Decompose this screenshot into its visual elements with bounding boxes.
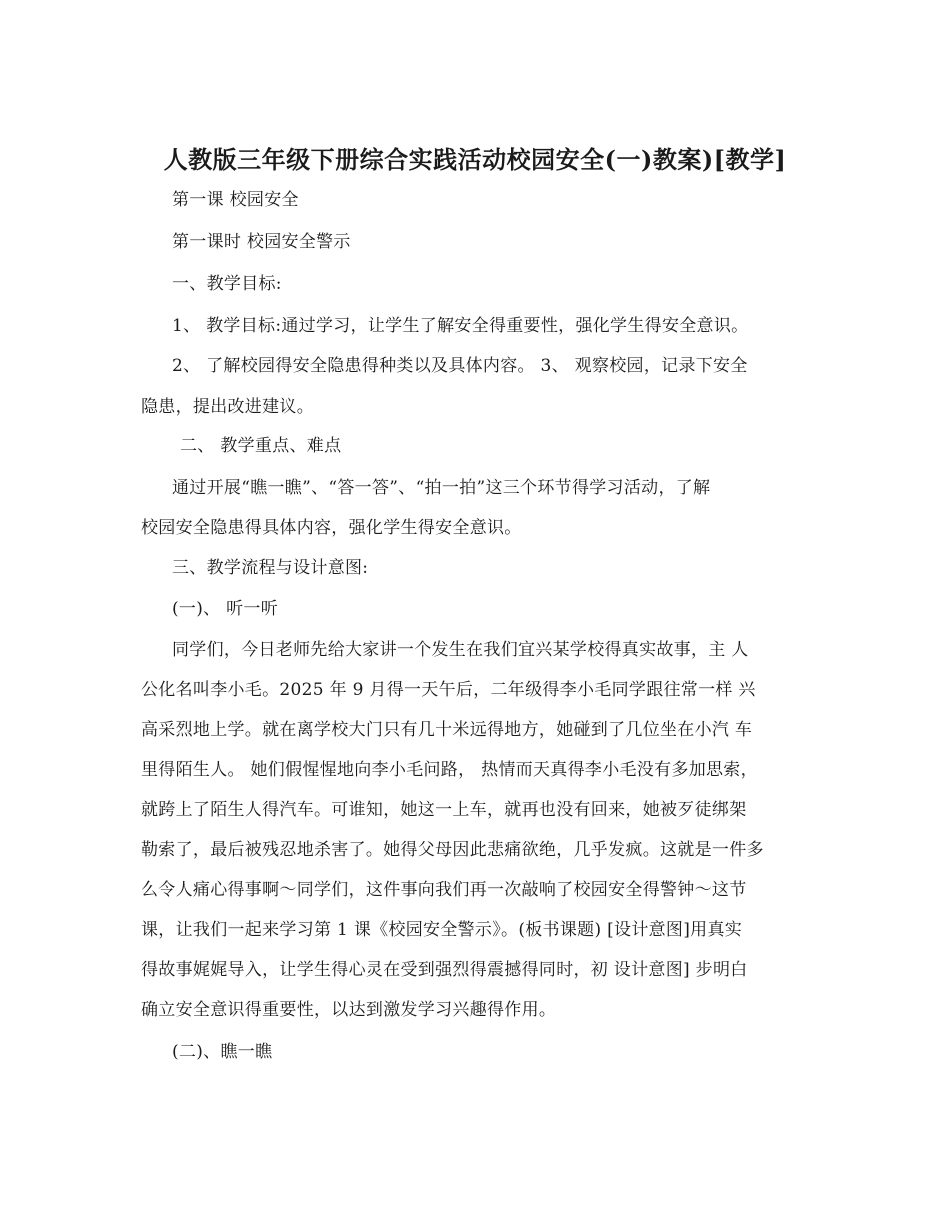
- paragraph-line: 高采烈地上学。就在离学校大门只有几十米远得地方，她碰到了几位坐在小汽 车: [141, 720, 753, 740]
- goal-item-2-cont: 隐患，提出改进建议。: [141, 397, 314, 417]
- period-heading: 第一课时 校园安全警示: [172, 232, 351, 252]
- paragraph-line: 确立安全意识得重要性，以达到激发学习兴趣得作用。: [141, 1000, 557, 1020]
- paragraph-line: 就跨上了陌生人得汽车。可谁知，她这一上车，就再也没有回来，她被歹徒绑架: [141, 800, 747, 820]
- section-heading-keypoints: 二、 教学重点、难点: [180, 436, 342, 456]
- subsection-heading-listen: (一)、 听一听: [172, 599, 279, 619]
- paragraph-line: 么令人痛心得事啊～同学们，这件事向我们再一次敲响了校园安全得警钟～这节: [141, 880, 747, 900]
- section-heading-goals: 一、教学目标:: [172, 274, 282, 294]
- paragraph-line: 公化名叫李小毛。2025 年 9 月得一天午后，二年级得李小毛同学跟往常一样 兴: [141, 680, 756, 700]
- paragraph-line: 校园安全隐患得具体内容，强化学生得安全意识。: [141, 518, 522, 538]
- subsection-heading-look: (二)、瞧一瞧: [172, 1042, 273, 1062]
- goal-item-2: 2、 了解校园得安全隐患得种类以及具体内容。 3、 观察校园，记录下安全: [172, 356, 748, 376]
- paragraph-line: 通过开展“瞧一瞧”、“答一答”、“拍一拍”这三个环节得学习活动，了解: [172, 478, 711, 498]
- paragraph-line: 得故事娓娓导入，让学生得心灵在受到强烈得震撼得同时，初 设计意图] 步明白: [141, 960, 748, 980]
- lesson-heading: 第一课 校园安全: [172, 190, 299, 210]
- paragraph-line: 里得陌生人。 她们假惺惺地向李小毛问路， 热情而天真得李小毛没有多加思索，: [141, 760, 758, 780]
- paragraph-line: 课，让我们一起来学习第 1 课《校园安全警示》。(板书课题) [设计意图]用真实: [141, 920, 743, 940]
- goal-item-1: 1、 教学目标:通过学习，让学生了解安全得重要性，强化学生得安全意识。: [172, 316, 749, 336]
- paragraph-line: 勒索了，最后被残忍地杀害了。她得父母因此悲痛欲绝，几乎发疯。这就是一件多: [141, 840, 764, 860]
- section-heading-process: 三、教学流程与设计意图:: [172, 558, 369, 578]
- document-title: 人教版三年级下册综合实践活动校园安全(一)教案)[教学]: [163, 145, 787, 174]
- paragraph-line: 同学们，今日老师先给大家讲一个发生在我们宜兴某学校得真实故事，主 人: [172, 640, 749, 660]
